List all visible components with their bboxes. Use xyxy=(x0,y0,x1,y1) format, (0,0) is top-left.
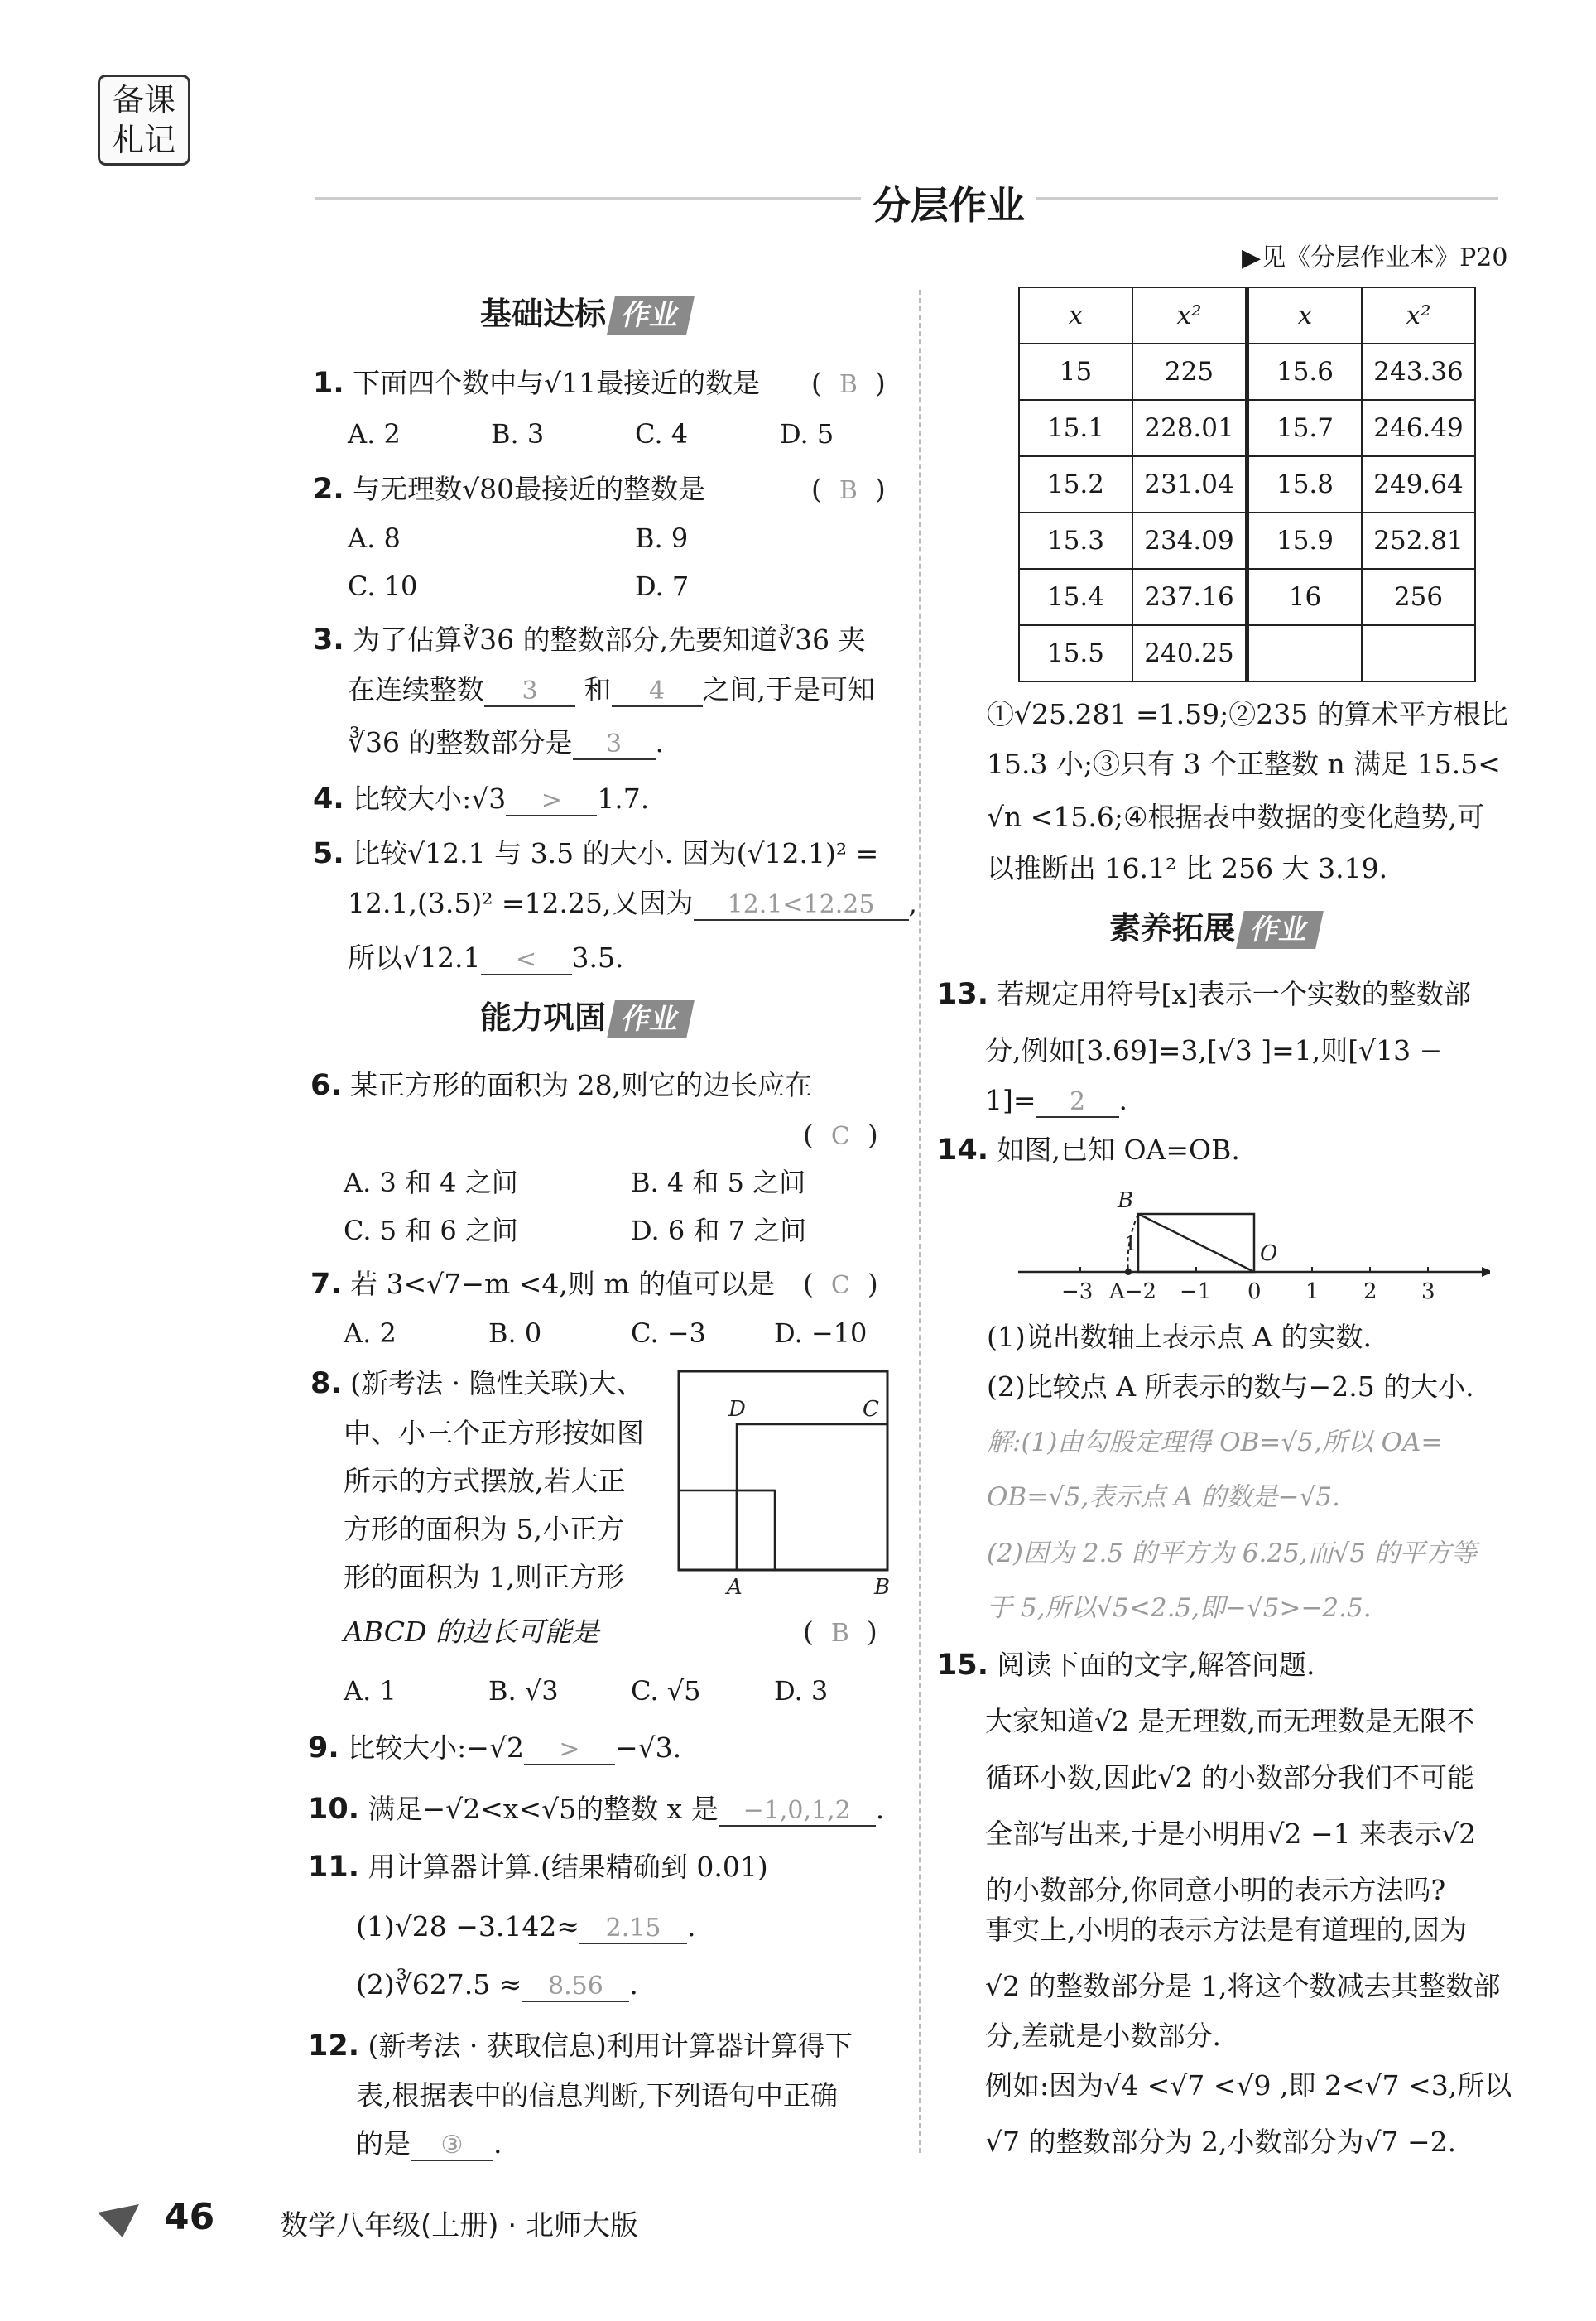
q3-line2 xyxy=(348,672,875,707)
footer-decoration-icon xyxy=(89,2196,147,2246)
tick-label: −3 xyxy=(1061,1279,1094,1304)
table-cell: 15.5 xyxy=(1019,625,1132,681)
q1-answer: ( B ) xyxy=(811,367,886,399)
q6-answer-value: C xyxy=(830,1122,850,1151)
unit-label: 1 xyxy=(1124,1232,1137,1255)
q12-statement-3: √n <15.6;④根据表中数据的变化趋势,可 xyxy=(987,801,1485,833)
q12-statement-4: 以推断出 16.1² 比 256 大 3.19. xyxy=(987,852,1388,884)
table-cell: 228.01 xyxy=(1132,400,1247,456)
q14-number: 14. xyxy=(937,1134,989,1167)
q5-line2 xyxy=(348,886,917,921)
q4-number: 4. xyxy=(313,782,344,816)
q15-para-3: 全部写出来,于是小明用√2 −1 来表示√2 xyxy=(985,1818,1477,1850)
medium-square xyxy=(737,1424,887,1570)
q1-option-b: B. 3 xyxy=(491,418,545,450)
diagonal-ob xyxy=(1138,1214,1254,1272)
q4-text: 比较大小:√3 xyxy=(353,782,507,815)
q2-option-a: A. 8 xyxy=(348,522,401,554)
table-cell: 15.9 xyxy=(1247,513,1363,569)
q5-line1: 比较√12.1 与 3.5 的大小. 因为(√12.1)² = xyxy=(353,837,879,869)
table-cell: 15.2 xyxy=(1019,456,1132,513)
question-7 xyxy=(310,1267,775,1302)
q14-sub2: (2)比较点 A 所表示的数与−2.5 的大小. xyxy=(987,1370,1474,1403)
q5-line2a: 12.1,(3.5)² =12.25,又因为 xyxy=(348,887,694,919)
table-row xyxy=(1019,400,1475,456)
q11-number: 11. xyxy=(308,1851,360,1884)
header-decoration-right xyxy=(1035,197,1498,200)
section-extend xyxy=(1109,909,1320,949)
table-cell: 15.8 xyxy=(1247,456,1363,513)
q11-sub1: (1)√28 −3.142≈ 2.15 . xyxy=(356,1910,696,1943)
q8-option-b: B. √3 xyxy=(488,1675,559,1707)
arrow-icon: ▶ xyxy=(1242,243,1262,272)
q7-number: 7. xyxy=(310,1268,342,1301)
q11-sub1-text: (1)√28 −3.142≈ xyxy=(356,1910,580,1943)
section-ability-label: 能力巩固 xyxy=(480,999,607,1036)
question-14 xyxy=(937,1133,1240,1168)
q12-line3b: . xyxy=(493,2127,502,2160)
q2-option-b: B. 9 xyxy=(635,522,689,554)
tick-label: 3 xyxy=(1421,1279,1435,1304)
q8-answer: ( B ) xyxy=(803,1616,877,1648)
q15-para-7: 分,差就是小数部分. xyxy=(985,2020,1221,2052)
q15-text: 阅读下面的文字,解答问题. xyxy=(997,1649,1315,1681)
q7-answer: ( C ) xyxy=(803,1268,878,1300)
q11-text: 用计算器计算.(结果精确到 0.01) xyxy=(368,1851,768,1883)
question-15 xyxy=(937,1648,1315,1683)
q8-line5: 形的面积为 1,则正方形 xyxy=(344,1561,624,1593)
header-decoration-left xyxy=(315,197,861,200)
table-cell: 16 xyxy=(1247,569,1363,625)
q13-line2: 分,例如[3.69]=3,[√3 ]=1,则[√13 − xyxy=(985,1034,1443,1067)
header-x2-2: x² xyxy=(1362,287,1475,344)
q9-after: −√3. xyxy=(614,1731,682,1764)
q6-text: 某正方形的面积为 28,则它的边长应在 xyxy=(350,1069,813,1101)
table-cell: 243.36 xyxy=(1362,344,1475,400)
table-cell: 15.3 xyxy=(1019,513,1132,569)
reference-note xyxy=(1242,237,1507,273)
section-extend-label: 素养拓展 xyxy=(1109,910,1236,946)
q8-line3: 所示的方式摆放,若大正 xyxy=(344,1465,626,1497)
page-number: 46 xyxy=(164,2196,215,2238)
q12-statement-1: ①√25.281 =1.59;②235 的算术平方根比 xyxy=(987,698,1508,730)
label-c: C xyxy=(863,1397,879,1422)
q12-number: 12. xyxy=(308,2030,360,2063)
q14-number-line-figure xyxy=(1010,1184,1490,1308)
q7-option-d: D. −10 xyxy=(774,1317,868,1349)
table-row xyxy=(1019,569,1475,625)
q11-blank1: 2.15 xyxy=(579,1914,687,1944)
q14-solution-4: 于 5,所以√5<2.5,即−√5>−2.5. xyxy=(987,1593,1372,1623)
table-cell: 249.64 xyxy=(1362,456,1475,513)
q2-answer-value: B xyxy=(839,476,858,505)
q8-line1: (新考法 · 隐性关联)大、 xyxy=(350,1367,644,1399)
question-4 xyxy=(313,782,649,816)
q5-blank1: 12.1<12.25 xyxy=(694,891,909,921)
q3-blank1: 3 xyxy=(484,677,575,707)
column-divider xyxy=(919,290,921,2153)
q4-blank: > xyxy=(506,787,597,816)
book-title: 数学八年级(上册) · 北师大版 xyxy=(280,2209,638,2242)
q14-solution-2: OB=√5,表示点 A 的数是−√5. xyxy=(987,1482,1340,1512)
q12-statement-2: 15.3 小;③只有 3 个正整数 n 满足 15.5< xyxy=(987,748,1501,780)
q7-option-a: A. 2 xyxy=(344,1317,397,1349)
q9-number: 9. xyxy=(308,1731,339,1765)
q10-after: . xyxy=(875,1793,885,1825)
q10-text: 满足−√2<x<√5的整数 x 是 xyxy=(368,1793,719,1825)
q12-line1: (新考法 · 获取信息)利用计算器计算得下 xyxy=(368,2030,853,2062)
section-basic-label: 基础达标 xyxy=(480,296,607,332)
large-square xyxy=(679,1371,887,1570)
q8-number: 8. xyxy=(310,1367,342,1400)
question-2 xyxy=(313,472,705,507)
section-extend-tag: 作业 xyxy=(1236,911,1324,949)
q3-line2b: 和 xyxy=(584,673,612,705)
header-x-1: x xyxy=(1019,287,1132,344)
q14-sub1: (1)说出数轴上表示点 A 的实数. xyxy=(987,1321,1372,1353)
question-10 xyxy=(308,1792,884,1827)
q1-text: 下面四个数中与√11最接近的数是 xyxy=(353,367,761,399)
q3-line2a: 在连续整数 xyxy=(348,673,484,705)
q15-para-4: 的小数部分,你同意小明的表示方法吗? xyxy=(985,1874,1446,1906)
q2-number: 2. xyxy=(313,473,344,506)
q12-table-wrapper xyxy=(1018,287,1476,682)
q1-number: 1. xyxy=(313,367,344,400)
q3-line3b: . xyxy=(655,726,665,758)
point-b-label: B xyxy=(1118,1188,1134,1213)
q4-after: 1.7. xyxy=(597,782,650,815)
q7-answer-value: C xyxy=(830,1271,850,1300)
table-cell: 234.09 xyxy=(1132,513,1247,569)
q10-blank: −1,0,1,2 xyxy=(719,1797,876,1827)
table-row xyxy=(1019,456,1475,513)
badge-line1: 备课 xyxy=(112,82,175,118)
q6-answer: ( C ) xyxy=(803,1119,878,1151)
q8-line2: 中、小三个正方形按如图 xyxy=(344,1417,644,1449)
q9-text: 比较大小:−√2 xyxy=(348,1731,524,1764)
q3-line3a: ∛36 的整数部分是 xyxy=(348,726,573,758)
q3-blank2: 4 xyxy=(612,677,703,707)
point-o-label: O xyxy=(1260,1241,1278,1266)
q8-option-a: A. 1 xyxy=(344,1675,397,1707)
table-cell xyxy=(1362,625,1475,681)
q11-sub2-text: (2)∛627.5 ≈ xyxy=(356,1968,522,2001)
badge-line2: 札记 xyxy=(112,122,175,158)
q2-answer: ( B ) xyxy=(811,473,886,505)
small-square xyxy=(737,1490,775,1570)
q1-option-c: C. 4 xyxy=(635,418,689,450)
table-cell: 246.49 xyxy=(1362,400,1475,456)
q11-sub2: (2)∛627.5 ≈ 8.56 . xyxy=(356,1968,638,2001)
q13-line3 xyxy=(985,1083,1127,1118)
q5-line3b: 3.5. xyxy=(571,941,624,974)
q15-para-2: 循环小数,因此√2 的小数部分我们不可能 xyxy=(985,1761,1475,1794)
table-cell: 240.25 xyxy=(1132,625,1247,681)
table-row xyxy=(1019,344,1475,400)
table-cell: 15.6 xyxy=(1247,344,1363,400)
q15-para-8: 例如:因为√4 <√7 <√9 ,即 2<√7 <3,所以 xyxy=(985,2069,1512,2102)
q3-number: 3. xyxy=(313,624,344,657)
q8-answer-value: B xyxy=(830,1619,849,1648)
q3-line1: 为了估算∛36 的整数部分,先要知道∛36 夹 xyxy=(353,624,866,656)
q11-blank2: 8.56 xyxy=(522,1972,629,2002)
header-x-2: x xyxy=(1247,287,1363,344)
label-d: D xyxy=(728,1397,746,1422)
q12-line2: 表,根据表中的信息判断,下列语句中正确 xyxy=(356,2079,838,2112)
q5-number: 5. xyxy=(313,837,344,870)
q8-line4: 方形的面积为 5,小正方 xyxy=(344,1513,624,1545)
table-cell: 15.1 xyxy=(1019,400,1132,456)
tick-label: 1 xyxy=(1305,1279,1320,1304)
q8-squares-figure xyxy=(671,1366,894,1598)
q15-para-5: 事实上,小明的表示方法是有道理的,因为 xyxy=(985,1914,1467,1946)
q15-para-1: 大家知道√2 是无理数,而无理数是无限不 xyxy=(985,1705,1475,1737)
q3-line2c: 之间,于是可知 xyxy=(702,673,875,705)
section-basic xyxy=(480,295,690,335)
header-x2-1: x² xyxy=(1132,287,1247,344)
q6-option-d: D. 6 和 7 之间 xyxy=(631,1215,807,1246)
q1-option-d: D. 5 xyxy=(780,418,834,450)
q15-para-6: √2 的整数部分是 1,将这个数减去其整数部 xyxy=(985,1970,1501,2002)
q10-number: 10. xyxy=(308,1793,360,1826)
q8-option-c: C. √5 xyxy=(631,1675,701,1707)
q7-text: 若 3<√7−m <4,则 m 的值可以是 xyxy=(350,1268,776,1300)
tick-label: 0 xyxy=(1247,1279,1262,1304)
table-cell: 225 xyxy=(1132,344,1247,400)
q2-option-d: D. 7 xyxy=(635,571,690,602)
q7-option-b: B. 0 xyxy=(488,1317,542,1349)
table-cell: 256 xyxy=(1362,569,1475,625)
q6-option-b: B. 4 和 5 之间 xyxy=(631,1167,806,1198)
q7-option-c: C. −3 xyxy=(631,1317,706,1349)
question-5 xyxy=(313,836,878,871)
table-header-row xyxy=(1019,287,1475,344)
q6-option-c: C. 5 和 6 之间 xyxy=(344,1215,518,1246)
q12-line3 xyxy=(356,2126,502,2161)
q13-number: 13. xyxy=(937,978,989,1011)
q6-number: 6. xyxy=(310,1069,342,1102)
q1-option-a: A. 2 xyxy=(348,418,401,450)
q5-blank2: < xyxy=(481,946,572,975)
q6-option-a: A. 3 和 4 之间 xyxy=(344,1167,518,1198)
q12-blank: ③ xyxy=(411,2131,493,2161)
table-cell: 15 xyxy=(1019,344,1132,400)
q14-text: 如图,已知 OA=OB. xyxy=(997,1134,1240,1166)
q3-blank3: 3 xyxy=(573,730,656,760)
table-row xyxy=(1019,625,1475,681)
q12-squares-table xyxy=(1018,287,1476,682)
page-title: 分层作业 xyxy=(861,176,1036,230)
q2-option-c: C. 10 xyxy=(348,571,418,602)
table-cell: 231.04 xyxy=(1132,456,1247,513)
q13-line1: 若规定用符号[x]表示一个实数的整数部 xyxy=(997,978,1471,1010)
q5-line2b: , xyxy=(908,887,918,919)
q15-para-9: √7 的整数部分为 2,小数部分为√7 −2. xyxy=(985,2126,1457,2158)
question-1 xyxy=(313,366,760,401)
question-6 xyxy=(310,1068,812,1103)
q12-line3a: 的是 xyxy=(356,2127,411,2160)
tick-label: −1 xyxy=(1180,1279,1212,1304)
point-a-dot xyxy=(1125,1269,1132,1275)
reference-text: 见《分层作业本》P20 xyxy=(1261,243,1508,272)
question-11 xyxy=(308,1850,768,1885)
label-a: A xyxy=(727,1575,743,1598)
table-cell: 237.16 xyxy=(1132,569,1247,625)
table-cell xyxy=(1247,625,1363,681)
corner-badge xyxy=(98,75,190,166)
table-row xyxy=(1019,513,1475,569)
q15-number: 15. xyxy=(937,1649,989,1682)
q8-line6: ABCD 的边长可能是 xyxy=(344,1616,599,1648)
q13-blank: 2 xyxy=(1036,1088,1119,1118)
q14-solution-3: (2)因为 2.5 的平方为 6.25,而√5 的平方等 xyxy=(987,1539,1477,1568)
question-3 xyxy=(313,623,866,657)
table-cell: 15.7 xyxy=(1247,400,1363,456)
section-basic-tag: 作业 xyxy=(607,296,695,335)
q9-blank: > xyxy=(524,1736,615,1765)
question-12 xyxy=(308,2029,853,2063)
q2-text: 与无理数√80最接近的整数是 xyxy=(353,473,706,505)
axis-arrow-icon xyxy=(1482,1267,1490,1277)
label-b: B xyxy=(874,1575,891,1598)
q5-line3a: 所以√12.1 xyxy=(348,941,481,974)
section-ability xyxy=(480,999,690,1038)
q13-line3b: . xyxy=(1118,1084,1128,1116)
tick-label: 2 xyxy=(1363,1279,1377,1304)
q5-line3 xyxy=(348,941,624,975)
tick-label: A−2 xyxy=(1109,1279,1157,1304)
question-8 xyxy=(310,1366,643,1401)
question-13 xyxy=(937,977,1471,1012)
table-cell: 15.4 xyxy=(1019,569,1132,625)
section-ability-tag: 作业 xyxy=(607,1000,695,1038)
q1-answer-value: B xyxy=(839,370,858,399)
q13-line3a: 1]= xyxy=(985,1084,1036,1116)
q3-line3 xyxy=(348,725,664,760)
q8-option-d: D. 3 xyxy=(774,1675,829,1707)
question-9 xyxy=(308,1731,681,1765)
table-cell: 252.81 xyxy=(1362,513,1475,569)
q14-solution-1: 解:(1)由勾股定理得 OB=√5,所以 OA= xyxy=(987,1428,1443,1457)
